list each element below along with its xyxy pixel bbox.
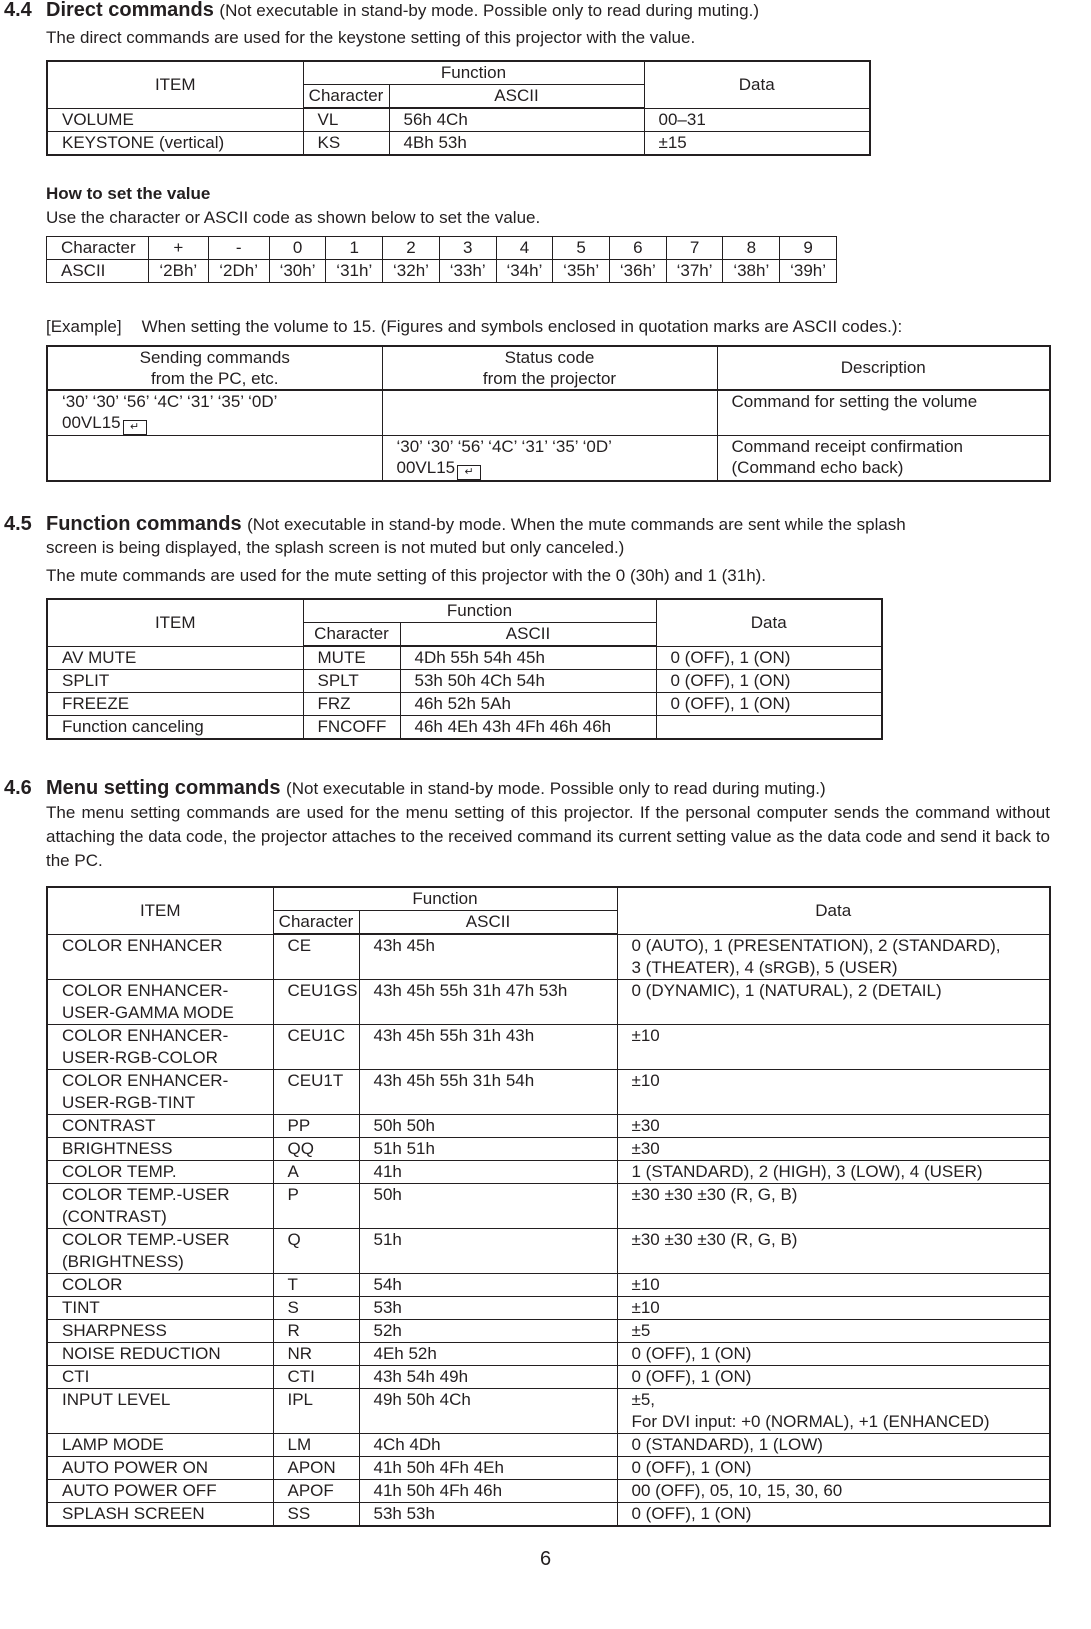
table-row (47, 693, 882, 716)
data-cell: 0 (OFF), 1 (ON) (617, 1456, 1050, 1479)
table-row (47, 979, 1050, 1024)
character-cell: CTI (273, 1365, 359, 1388)
character-cell: VL (303, 108, 389, 132)
table-row (47, 1365, 1050, 1388)
table-row (47, 132, 870, 156)
ascii-cell: 53h (359, 1296, 617, 1319)
ascii-cell: 43h 54h 49h (359, 1365, 617, 1388)
cell: ‘30h’ (269, 260, 326, 283)
item-cell: SHARPNESS (47, 1319, 273, 1342)
table-row (47, 1273, 1050, 1296)
table-row (47, 260, 837, 283)
cell: ‘34h’ (496, 260, 553, 283)
section-title: Function commands (46, 513, 242, 535)
ascii-cell: 46h 52h 5Ah (400, 693, 656, 716)
ascii-cell: 43h 45h 55h 31h 54h (359, 1069, 617, 1114)
character-cell: SS (273, 1502, 359, 1526)
data-cell: ±30 (617, 1114, 1050, 1137)
description-2: (Command echo back) (731, 458, 904, 477)
character-cell: P (273, 1183, 359, 1228)
data-cell: ±10 (617, 1024, 1050, 1069)
table-row (47, 1024, 1050, 1069)
data-cell: ±15 (644, 132, 870, 156)
menu-setting-commands-table (46, 886, 1051, 1527)
subheading: How to set the value (46, 184, 211, 203)
cell: ‘31h’ (326, 260, 383, 283)
page-number: 6 (539, 1548, 552, 1570)
data-cell: ±5, For DVI input: +0 (NORMAL), +1 (ENHANCED) (617, 1388, 1050, 1433)
character-cell: R (273, 1319, 359, 1342)
table-row (47, 1456, 1050, 1479)
ascii-cell: 4Bh 53h (389, 132, 644, 156)
character-cell: FNCOFF (303, 716, 400, 740)
header-ascii: ASCII (389, 85, 644, 109)
table-row (47, 1069, 1050, 1114)
character-cell: T (273, 1273, 359, 1296)
character-cell: A (273, 1160, 359, 1183)
cell: ‘39h’ (780, 260, 837, 283)
table-row (47, 1388, 1050, 1433)
row-label: ASCII (47, 260, 149, 283)
data-cell: 1 (STANDARD), 2 (HIGH), 3 (LOW), 4 (USER) (617, 1160, 1050, 1183)
section-number: 4.4 (4, 0, 32, 21)
header-ascii: ASCII (359, 911, 617, 935)
ascii-cell: 50h (359, 1183, 617, 1228)
data-cell: 0 (STANDARD), 1 (LOW) (617, 1433, 1050, 1456)
table-row (47, 1296, 1050, 1319)
header-function: Function (303, 599, 656, 623)
ascii-cell: 4Dh 55h 54h 45h (400, 646, 656, 670)
table-row (47, 1183, 1050, 1228)
ascii-cell: 52h (359, 1319, 617, 1342)
cell: 8 (723, 237, 780, 260)
table-row (47, 716, 882, 740)
section-title: Menu setting commands (46, 777, 281, 799)
section-note-cont: screen is being displayed, the splash screen is not muted but only canceled.) (46, 538, 625, 557)
item-cell: AV MUTE (47, 646, 303, 670)
return-key-icon: ↵ (457, 465, 481, 480)
header-description: Description (717, 346, 1050, 390)
data-cell: 0 (AUTO), 1 (PRESENTATION), 2 (STANDARD), 3 (THEATER), 4 (sRGB), 5 (USER) (617, 934, 1050, 979)
cell: ‘33h’ (439, 260, 496, 283)
item-cell: COLOR ENHANCER- USER-RGB-COLOR (47, 1024, 273, 1069)
character-cell: APON (273, 1456, 359, 1479)
header-character: Character (273, 911, 359, 935)
data-cell: ±5 (617, 1319, 1050, 1342)
cell: 2 (383, 237, 440, 260)
description: Command receipt confirmation (731, 437, 963, 456)
character-cell: CEU1GS (273, 979, 359, 1024)
header-data: Data (617, 887, 1050, 934)
table-row (47, 237, 837, 260)
item-cell: CTI (47, 1365, 273, 1388)
item-cell: COLOR ENHANCER (47, 934, 273, 979)
character-cell: CEU1C (273, 1024, 359, 1069)
item-cell: KEYSTONE (vertical) (47, 132, 303, 156)
cell: 3 (439, 237, 496, 260)
table-row (47, 1137, 1050, 1160)
section-heading (0, 0, 1091, 23)
data-cell: ±10 (617, 1069, 1050, 1114)
section-note: (Not executable in stand-by mode. Possible only to read during muting.) (286, 779, 826, 798)
section-intro: The menu setting commands are used for the menu setting of this projector. If the personal computer sends the command without attaching the data code, the projector attaches to the received command its current setting value as the data code and send it back to the PC. (46, 803, 1050, 870)
command-string: 00VL15 (396, 458, 456, 477)
section-4-5 (0, 512, 1091, 587)
item-cell: LAMP MODE (47, 1433, 273, 1456)
item-cell: COLOR (47, 1273, 273, 1296)
section-title: Direct commands (46, 0, 214, 21)
how-to-set-value (0, 183, 1091, 229)
character-cell: S (273, 1296, 359, 1319)
cell: ‘2Dh’ (208, 260, 269, 283)
description: Command for setting the volume (717, 390, 1050, 436)
section-intro: The mute commands are used for the mute setting of this projector with the 0 (30h) and 1 (31h). (46, 566, 767, 585)
data-cell: ±30 ±30 ±30 (R, G, B) (617, 1228, 1050, 1273)
ascii-cell: 41h 50h 4Fh 46h (359, 1479, 617, 1502)
header-character: Character (303, 623, 400, 647)
character-cell: CEU1T (273, 1069, 359, 1114)
header-status: Status code (504, 348, 595, 367)
cell: 9 (780, 237, 837, 260)
character-cell: Q (273, 1228, 359, 1273)
ascii-cell: 53h 53h (359, 1502, 617, 1526)
ascii-cell: 43h 45h 55h 31h 43h (359, 1024, 617, 1069)
item-cell: AUTO POWER ON (47, 1456, 273, 1479)
ascii-sequence: ‘30’ ‘30’ ‘56’ ‘4C’ ‘31’ ‘35’ ‘0D’ (62, 392, 278, 411)
ascii-cell: 4Ch 4Dh (359, 1433, 617, 1456)
cell: 6 (610, 237, 667, 260)
header-sending: Sending commands (139, 348, 290, 367)
cell: ‘38h’ (723, 260, 780, 283)
ascii-cell: 46h 4Eh 43h 4Fh 46h 46h (400, 716, 656, 740)
cell: ‘36h’ (610, 260, 667, 283)
row-label: Character (47, 237, 149, 260)
character-cell: NR (273, 1342, 359, 1365)
table-row (47, 436, 1050, 482)
table-row (47, 646, 882, 670)
ascii-cell: 56h 4Ch (389, 108, 644, 132)
function-commands-table (46, 598, 883, 740)
ascii-cell: 4Eh 52h (359, 1342, 617, 1365)
ascii-cell: 54h (359, 1273, 617, 1296)
data-cell: 0 (OFF), 1 (ON) (617, 1365, 1050, 1388)
direct-commands-table (46, 60, 871, 156)
data-cell: 0 (OFF), 1 (ON) (617, 1502, 1050, 1526)
character-cell: LM (273, 1433, 359, 1456)
data-cell (656, 716, 882, 740)
table-row (47, 1342, 1050, 1365)
example-label: [Example] (46, 317, 122, 336)
table-row (47, 1160, 1050, 1183)
cell: 4 (496, 237, 553, 260)
character-cell: QQ (273, 1137, 359, 1160)
character-cell: SPLT (303, 670, 400, 693)
data-cell: 0 (OFF), 1 (ON) (617, 1342, 1050, 1365)
header-character: Character (303, 85, 389, 109)
data-cell: 00–31 (644, 108, 870, 132)
character-cell: APOF (273, 1479, 359, 1502)
item-cell: COLOR ENHANCER- USER-GAMMA MODE (47, 979, 273, 1024)
ascii-cell: 41h (359, 1160, 617, 1183)
table-row (47, 390, 1050, 436)
item-cell: Function canceling (47, 716, 303, 740)
character-cell: IPL (273, 1388, 359, 1433)
item-cell: VOLUME (47, 108, 303, 132)
item-cell: FREEZE (47, 693, 303, 716)
header-data: Data (644, 61, 870, 108)
character-cell: MUTE (303, 646, 400, 670)
table-row (47, 670, 882, 693)
data-cell: 0 (OFF), 1 (ON) (656, 646, 882, 670)
item-cell: TINT (47, 1296, 273, 1319)
ascii-cell: 49h 50h 4Ch (359, 1388, 617, 1433)
table-row (47, 108, 870, 132)
character-cell: FRZ (303, 693, 400, 716)
item-cell: BRIGHTNESS (47, 1137, 273, 1160)
data-cell: ±30 ±30 ±30 (R, G, B) (617, 1183, 1050, 1228)
subheading-text: Use the character or ASCII code as shown below to set the value. (46, 208, 541, 227)
header-sending-2: from the PC, etc. (150, 369, 279, 388)
section-number: 4.6 (4, 777, 32, 799)
data-cell: 0 (DYNAMIC), 1 (NATURAL), 2 (DETAIL) (617, 979, 1050, 1024)
data-cell: ±10 (617, 1296, 1050, 1319)
data-cell: 00 (OFF), 05, 10, 15, 30, 60 (617, 1479, 1050, 1502)
header-item: ITEM (47, 887, 273, 934)
item-cell: CONTRAST (47, 1114, 273, 1137)
ascii-cell: 51h (359, 1228, 617, 1273)
header-ascii: ASCII (400, 623, 656, 647)
cell: ‘2Bh’ (149, 260, 209, 283)
character-cell: KS (303, 132, 389, 156)
example-text: When setting the volume to 15. (Figures and symbols enclosed in quotation marks are ASCII codes.): (141, 317, 903, 336)
table-row (47, 1502, 1050, 1526)
character-cell: PP (273, 1114, 359, 1137)
item-cell: NOISE REDUCTION (47, 1342, 273, 1365)
cell: ‘35h’ (553, 260, 610, 283)
section-number: 4.5 (4, 513, 32, 535)
cell: + (149, 237, 209, 260)
cell: ‘37h’ (666, 260, 723, 283)
section-note: (Not executable in stand-by mode. Possible only to read during muting.) (219, 1, 759, 20)
ascii-cell: 53h 50h 4Ch 54h (400, 670, 656, 693)
item-cell: COLOR TEMP.-USER (BRIGHTNESS) (47, 1228, 273, 1273)
ascii-cell: 51h 51h (359, 1137, 617, 1160)
item-cell: INPUT LEVEL (47, 1388, 273, 1433)
cell: - (208, 237, 269, 260)
section-heading (0, 512, 1091, 537)
header-status-2: from the projector (482, 369, 617, 388)
section-4-6 (0, 776, 1091, 873)
ascii-sequence: ‘30’ ‘30’ ‘56’ ‘4C’ ‘31’ ‘35’ ‘0D’ (396, 437, 612, 456)
section-intro: The direct commands are used for the keystone setting of this projector with the value. (46, 28, 696, 47)
ascii-cell: 43h 45h (359, 934, 617, 979)
header-item: ITEM (47, 599, 303, 646)
data-cell: ±30 (617, 1137, 1050, 1160)
return-key-icon: ↵ (123, 420, 147, 435)
ascii-cell: 41h 50h 4Fh 4Eh (359, 1456, 617, 1479)
item-cell: SPLIT (47, 670, 303, 693)
section-heading (0, 776, 1091, 801)
header-item: ITEM (47, 61, 303, 108)
table-row (47, 934, 1050, 979)
cell: 1 (326, 237, 383, 260)
table-row (47, 1479, 1050, 1502)
table-row (47, 1319, 1050, 1342)
header-data: Data (656, 599, 882, 646)
character-ascii-table (46, 236, 837, 283)
data-cell: ±10 (617, 1273, 1050, 1296)
table-row (47, 1114, 1050, 1137)
character-cell: CE (273, 934, 359, 979)
header-function: Function (273, 887, 617, 911)
item-cell: COLOR TEMP. (47, 1160, 273, 1183)
item-cell: AUTO POWER OFF (47, 1479, 273, 1502)
ascii-cell: 43h 45h 55h 31h 47h 53h (359, 979, 617, 1024)
item-cell: COLOR ENHANCER- USER-RGB-TINT (47, 1069, 273, 1114)
command-string: 00VL15 (62, 413, 121, 432)
cell: 0 (269, 237, 326, 260)
cell: 5 (553, 237, 610, 260)
example-line (0, 316, 1091, 338)
item-cell: COLOR TEMP.-USER (CONTRAST) (47, 1183, 273, 1228)
table-row (47, 1433, 1050, 1456)
data-cell: 0 (OFF), 1 (ON) (656, 693, 882, 716)
header-function: Function (303, 61, 644, 85)
section-note: (Not executable in stand-by mode. When the mute commands are sent while the splash (247, 515, 906, 534)
cell: ‘32h’ (383, 260, 440, 283)
cell: 7 (666, 237, 723, 260)
example-table (46, 345, 1051, 482)
data-cell: 0 (OFF), 1 (ON) (656, 670, 882, 693)
item-cell: SPLASH SCREEN (47, 1502, 273, 1526)
section-4-4 (0, 0, 1091, 49)
ascii-cell: 50h 50h (359, 1114, 617, 1137)
table-row (47, 1228, 1050, 1273)
